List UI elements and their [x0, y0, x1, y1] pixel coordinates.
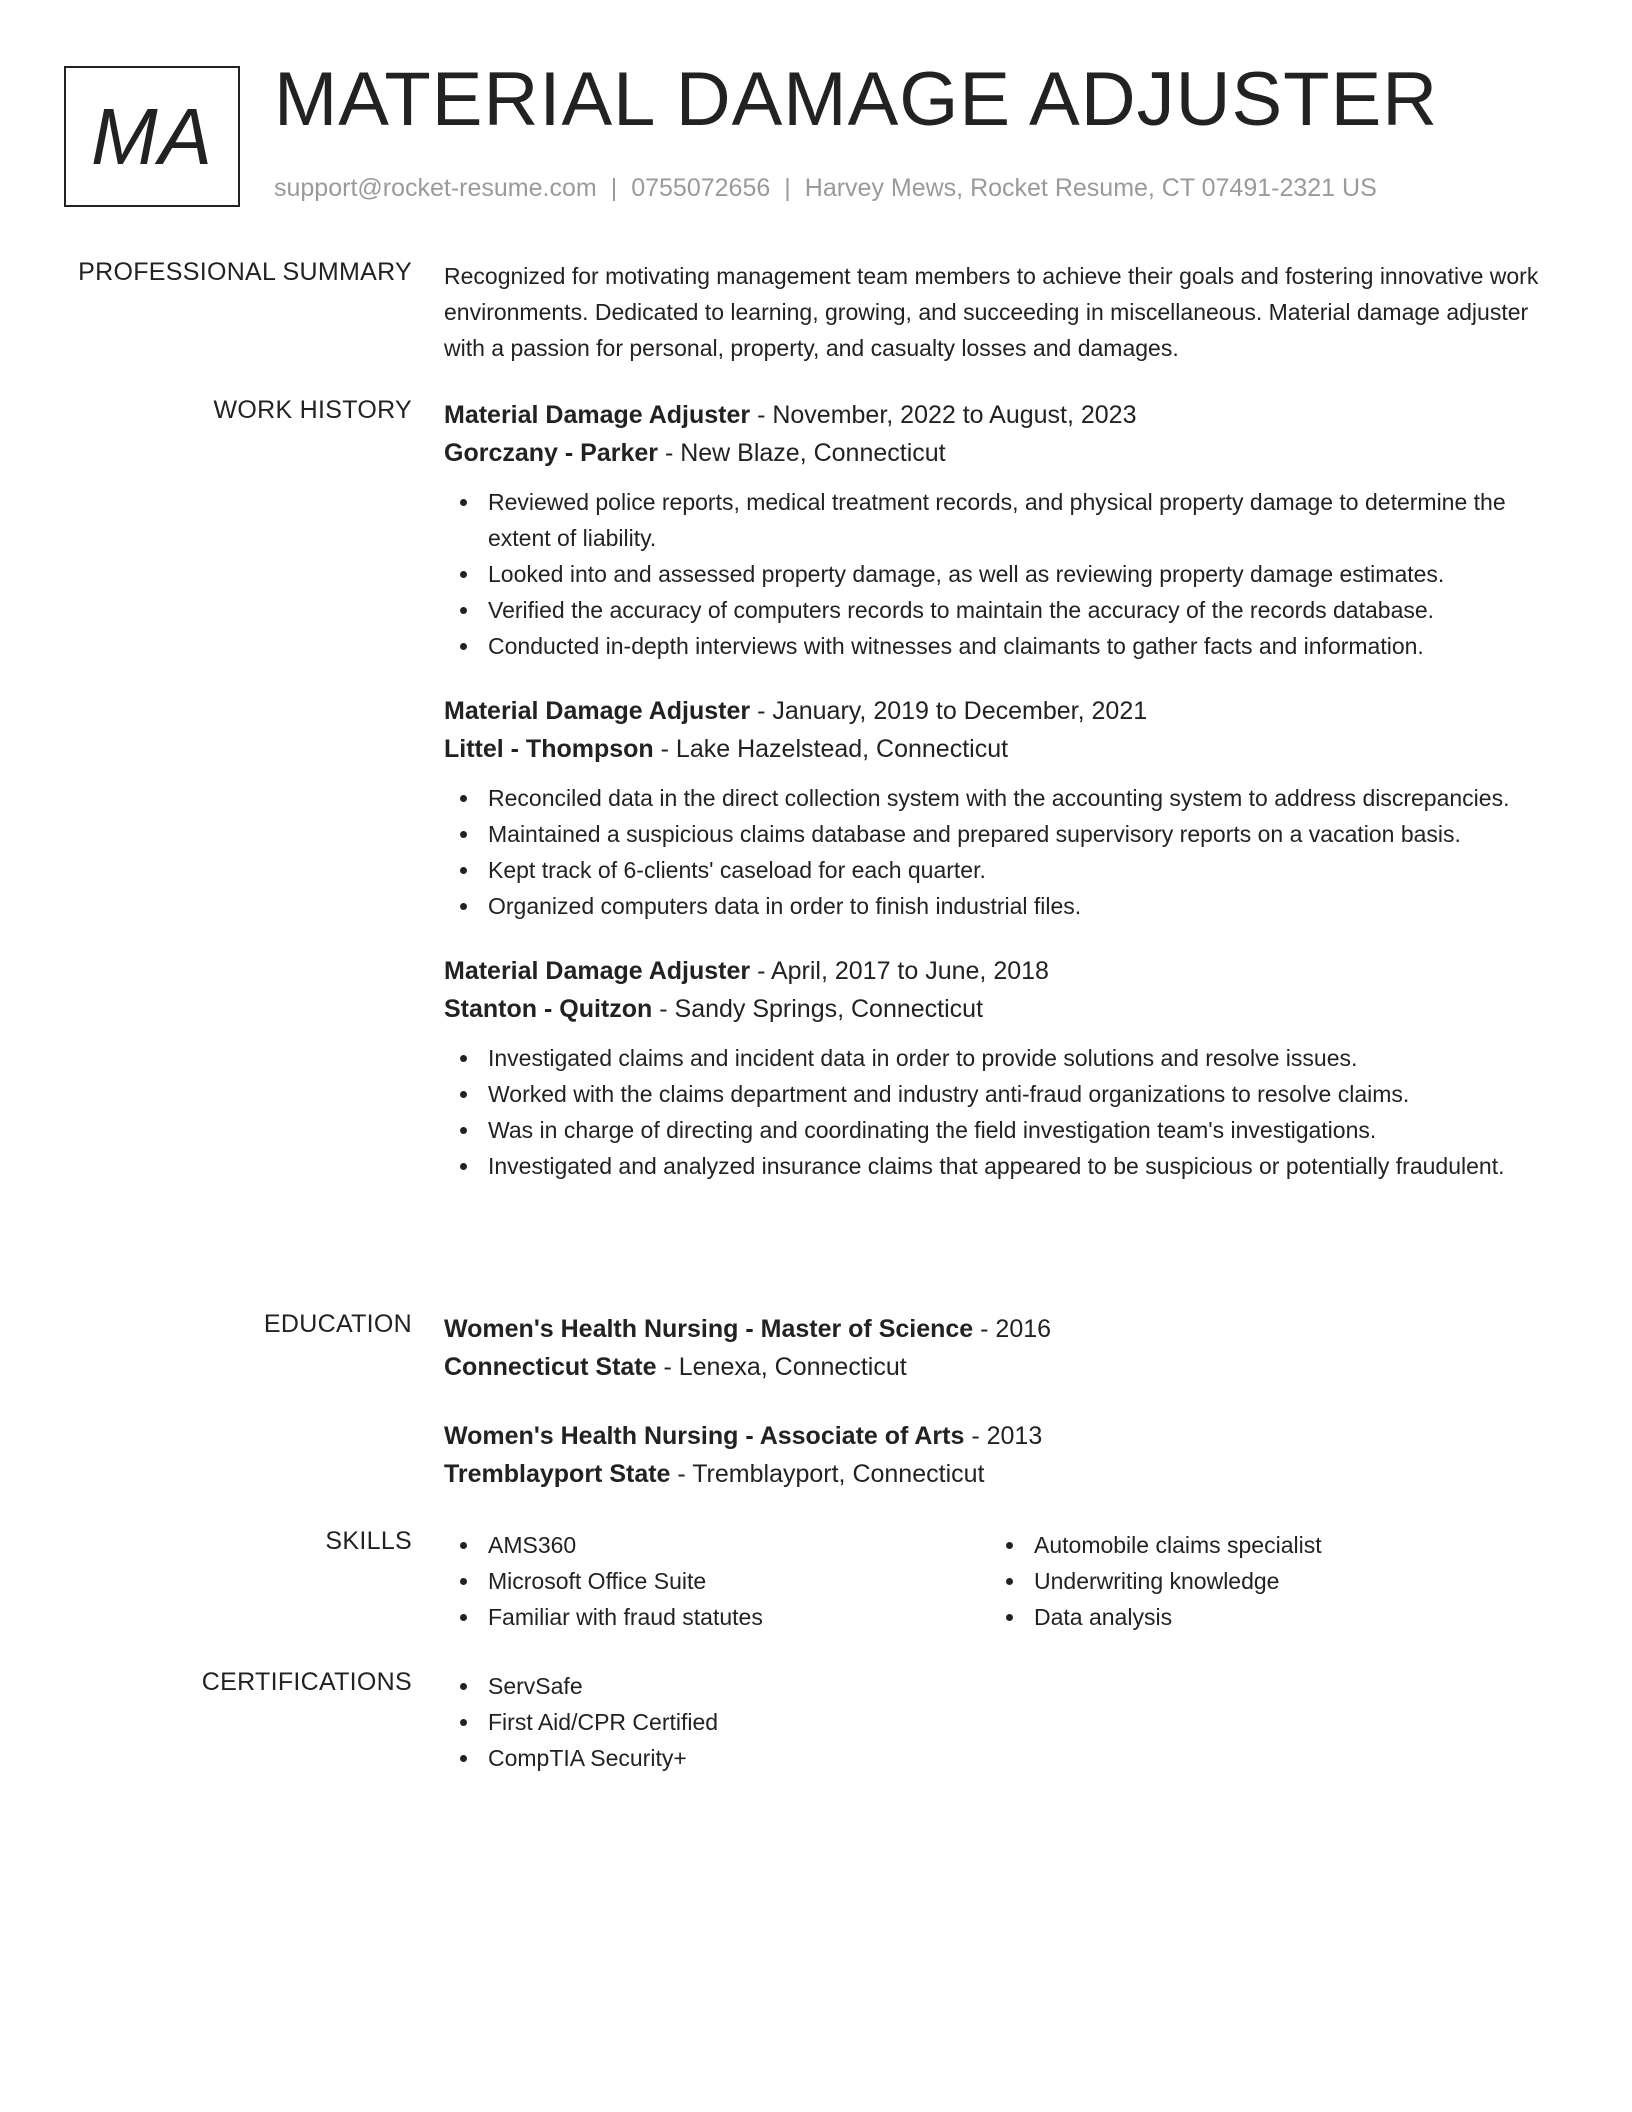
education-degree: Women's Health Nursing - Master of Science [444, 1315, 974, 1343]
education-entry [444, 1310, 1544, 1386]
summary-body [444, 258, 1544, 366]
job-bullet: Looked into and assessed property damage, as well as reviewing property damage estimates. [444, 556, 1544, 592]
job-company-line [444, 730, 1544, 768]
job-company: Gorczany - Parker [444, 439, 658, 467]
education-degree: Women's Health Nursing - Associate of Arts [444, 1422, 965, 1450]
job-bullets [444, 484, 1544, 664]
contact-phone: 0755072656 [631, 174, 771, 202]
education-location: - Lenexa, Connecticut [656, 1353, 907, 1381]
education-degree-line [444, 1417, 1544, 1455]
work-history-body [444, 396, 1544, 1204]
contact-line [274, 174, 1377, 203]
contact-separator: | [784, 174, 791, 202]
job-title: Material Damage Adjuster [444, 697, 751, 725]
skill-item: Data analysis [990, 1599, 1536, 1635]
monogram-text: MA [91, 91, 213, 181]
summary-label: PROFESSIONAL SUMMARY [78, 258, 412, 286]
certification-item: First Aid/CPR Certified [444, 1704, 1544, 1740]
education-year: - 2013 [964, 1422, 1043, 1450]
job-bullets [444, 780, 1544, 924]
skill-item: Microsoft Office Suite [444, 1563, 990, 1599]
job-bullet: Worked with the claims department and industry anti-fraud organizations to resolve claims. [444, 1076, 1544, 1112]
job-company: Littel - Thompson [444, 735, 654, 763]
skill-item: Underwriting knowledge [990, 1563, 1536, 1599]
job-title-line [444, 692, 1544, 730]
job-company-line [444, 434, 1544, 472]
job-bullet: Investigated claims and incident data in order to provide solutions and resolve issues. [444, 1040, 1544, 1076]
job-title-line [444, 396, 1544, 434]
skill-item: AMS360 [444, 1527, 990, 1563]
job-entry [444, 396, 1544, 664]
skills-list [990, 1527, 1536, 1635]
job-bullet: Verified the accuracy of computers records to maintain the accuracy of the records database. [444, 592, 1544, 628]
contact-separator: | [610, 174, 618, 202]
education-location: - Tremblayport, Connecticut [670, 1460, 985, 1488]
job-bullet: Reconciled data in the direct collection system with the accounting system to address discrepancies. [444, 780, 1544, 816]
skill-item: Automobile claims specialist [990, 1527, 1536, 1563]
job-bullet: Kept track of 6-clients' caseload for each quarter. [444, 852, 1544, 888]
job-bullet: Investigated and analyzed insurance claims that appeared to be suspicious or potentially fraudulent. [444, 1148, 1544, 1184]
certifications-body [444, 1668, 1544, 1776]
education-degree-line [444, 1310, 1544, 1348]
job-bullet: Maintained a suspicious claims database and prepared supervisory reports on a vacation basis. [444, 816, 1544, 852]
job-dates: - April, 2017 to June, 2018 [750, 957, 1049, 985]
education-entry [444, 1417, 1544, 1493]
job-bullets [444, 1040, 1544, 1184]
job-entry [444, 692, 1544, 924]
contact-address: Harvey Mews, Rocket Resume, CT 07491-2321 US [804, 174, 1377, 202]
skills-column-left [444, 1527, 990, 1635]
certification-item: CompTIA Security+ [444, 1740, 1544, 1776]
skills-list [444, 1527, 990, 1635]
job-location: - Lake Hazelstead, Connecticut [653, 735, 1009, 763]
job-dates: - November, 2022 to August, 2023 [750, 401, 1137, 429]
certifications-label: CERTIFICATIONS [201, 1668, 412, 1696]
education-school-line [444, 1455, 1544, 1493]
education-school: Connecticut State [444, 1353, 657, 1381]
monogram-logo [64, 66, 240, 207]
skills-label: SKILLS [325, 1527, 412, 1555]
job-bullet: Conducted in-depth interviews with witnesses and claimants to gather facts and information. [444, 628, 1544, 664]
skill-item: Familiar with fraud statutes [444, 1599, 990, 1635]
job-title: Material Damage Adjuster [444, 957, 751, 985]
job-title-line [444, 952, 1544, 990]
job-title: Material Damage Adjuster [444, 401, 751, 429]
education-label: EDUCATION [263, 1310, 412, 1338]
education-body [444, 1310, 1544, 1493]
certification-item: ServSafe [444, 1668, 1544, 1704]
job-company: Stanton - Quitzon [444, 995, 653, 1023]
resume-name: MATERIAL DAMAGE ADJUSTER [274, 57, 1439, 142]
job-bullet: Reviewed police reports, medical treatment records, and physical property damage to determine the extent of liability. [444, 484, 1544, 556]
job-company-line [444, 990, 1544, 1028]
education-school: Tremblayport State [444, 1460, 671, 1488]
education-school-line [444, 1348, 1544, 1386]
job-location: - New Blaze, Connecticut [658, 439, 946, 467]
job-dates: - January, 2019 to December, 2021 [750, 697, 1148, 725]
contact-email: support@rocket-resume.com [274, 174, 597, 202]
skills-grid [444, 1527, 1544, 1635]
summary-text: Recognized for motivating management team members to achieve their goals and fostering innovative work environments. Dedicated to learning, growing, and succeeding in miscellaneous. Material damage adjuster with a passion for personal, property, and casualty losses and damages. [444, 263, 1539, 361]
job-location: - Sandy Springs, Connecticut [652, 995, 984, 1023]
job-bullet: Was in charge of directing and coordinating the field investigation team's investigations. [444, 1112, 1544, 1148]
education-year: - 2016 [973, 1315, 1052, 1343]
skills-column-right [990, 1527, 1536, 1635]
job-bullet: Organized computers data in order to finish industrial files. [444, 888, 1544, 924]
skills-body [444, 1527, 1544, 1635]
work-history-label: WORK HISTORY [213, 396, 412, 424]
job-entry [444, 952, 1544, 1184]
certifications-list [444, 1668, 1544, 1776]
